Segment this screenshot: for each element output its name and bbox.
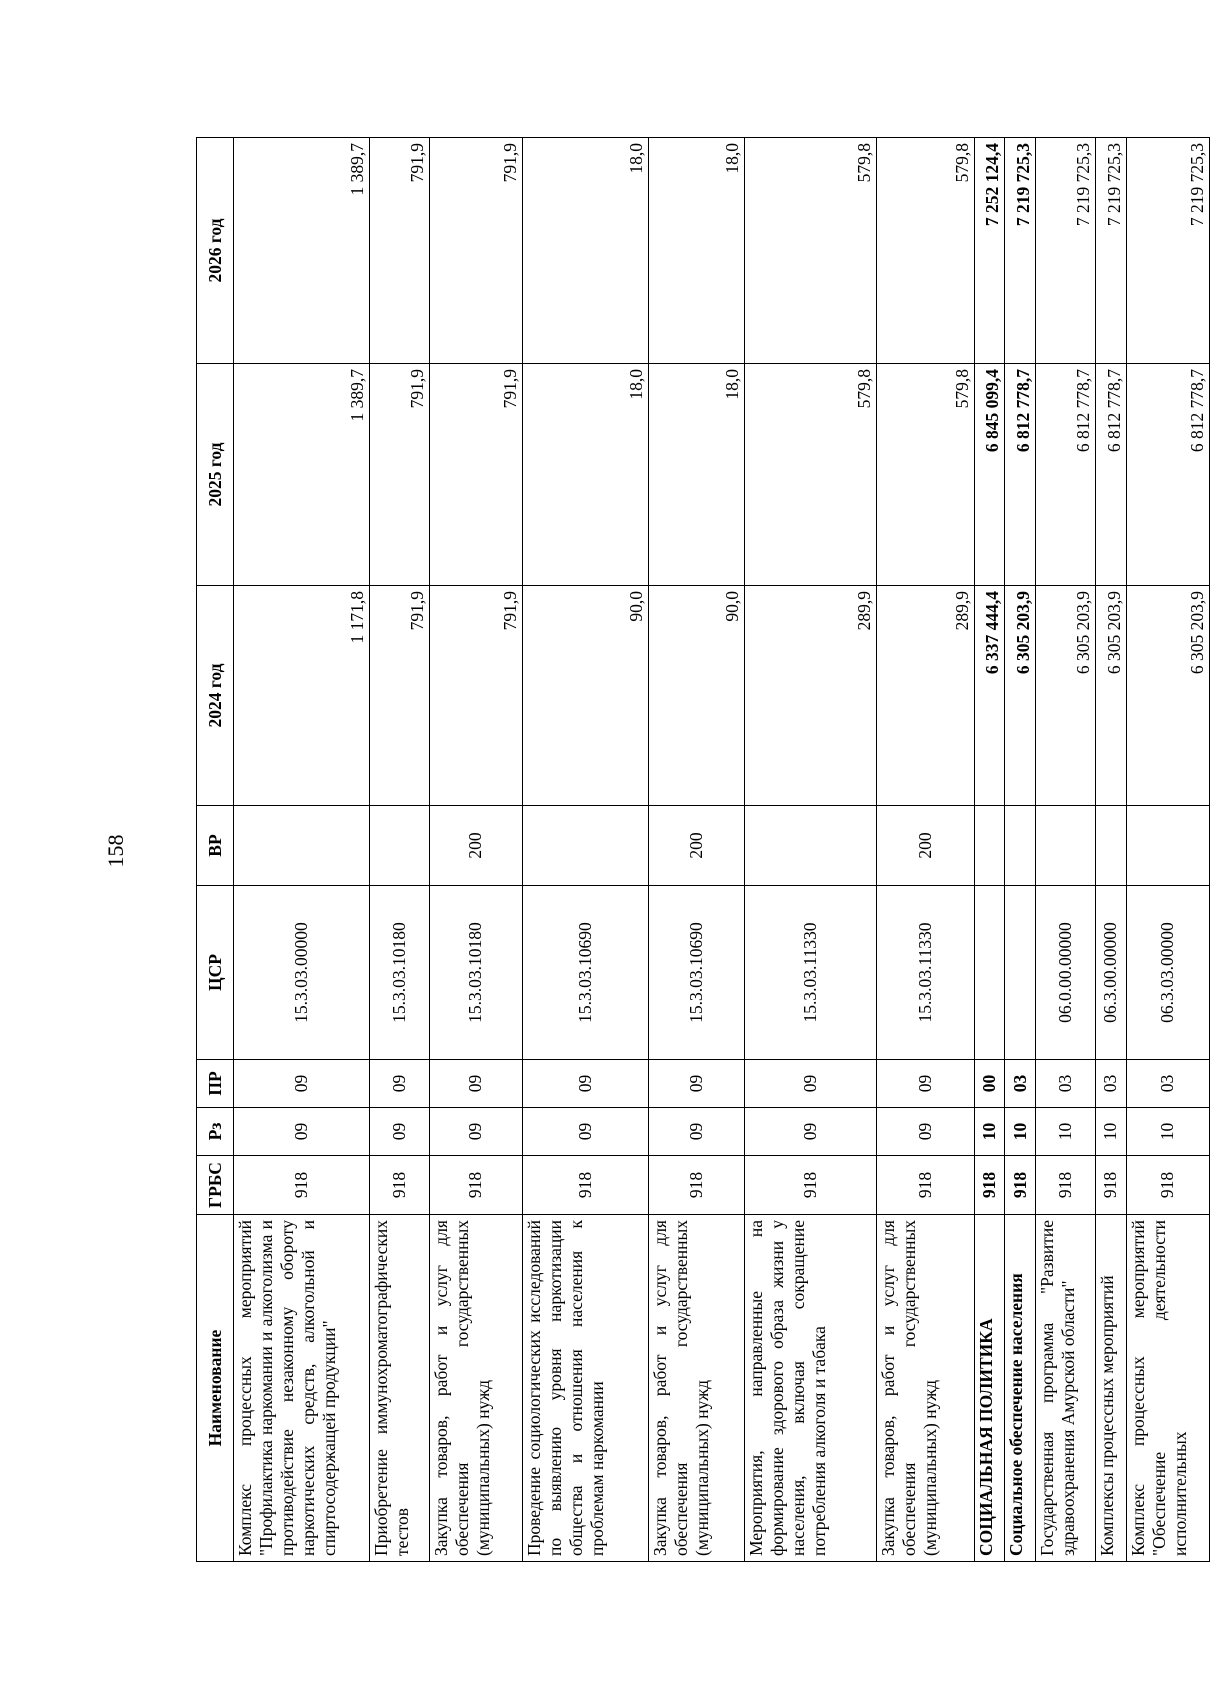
cell-grbs: 918	[975, 1156, 1005, 1215]
header-csr: ЦСР	[197, 886, 234, 1060]
cell-2026: 791,9	[429, 138, 522, 364]
cell-csr	[975, 886, 1005, 1060]
cell-name: Проведение социологических исследований по выявлению уровня наркотизации общества и отношения населения к проблемам наркомании	[523, 1215, 649, 1562]
header-name: Наименование	[197, 1215, 234, 1562]
cell-pr: 09	[649, 1060, 745, 1108]
cell-csr: 15.3.03.11330	[745, 886, 876, 1060]
table-row	[1126, 138, 1209, 1562]
cell-name: Приобретение иммунохроматографических тестов	[370, 1215, 429, 1562]
cell-2026: 1 389,7	[234, 138, 370, 364]
cell-2024: 6 337 444,4	[975, 586, 1005, 806]
cell-2026: 7 252 124,4	[975, 138, 1005, 364]
cell-vr: 200	[876, 806, 974, 886]
cell-2026: 579,8	[745, 138, 876, 364]
cell-2024: 289,9	[876, 586, 974, 806]
cell-2024: 6 305 203,9	[1035, 586, 1096, 806]
cell-vr	[523, 806, 649, 886]
cell-vr	[1005, 806, 1035, 886]
cell-rz: 10	[1096, 1108, 1126, 1156]
header-2026: 2026 год	[197, 138, 234, 364]
cell-rz: 10	[1005, 1108, 1035, 1156]
cell-grbs: 918	[429, 1156, 522, 1215]
cell-name: Социальное обеспечение населения	[1005, 1215, 1035, 1562]
cell-pr: 09	[234, 1060, 370, 1108]
cell-csr: 15.3.03.10690	[523, 886, 649, 1060]
cell-name: СОЦИАЛЬНАЯ ПОЛИТИКА	[975, 1215, 1005, 1562]
cell-2025: 579,8	[876, 364, 974, 586]
cell-vr	[745, 806, 876, 886]
cell-vr	[370, 806, 429, 886]
cell-csr: 15.3.03.00000	[234, 886, 370, 1060]
header-row	[197, 138, 234, 1562]
cell-rz: 09	[234, 1108, 370, 1156]
cell-2026: 7 219 725,3	[1126, 138, 1209, 364]
cell-2025: 6 845 099,4	[975, 364, 1005, 586]
cell-vr	[1035, 806, 1096, 886]
cell-vr	[975, 806, 1005, 886]
cell-name: Государственная программа "Развитие здравоохранения Амурской области"	[1035, 1215, 1096, 1562]
cell-pr: 03	[1126, 1060, 1209, 1108]
cell-pr: 09	[523, 1060, 649, 1108]
cell-rz: 09	[370, 1108, 429, 1156]
cell-2024: 6 305 203,9	[1005, 586, 1035, 806]
cell-csr: 15.3.03.10180	[370, 886, 429, 1060]
cell-2025: 791,9	[370, 364, 429, 586]
cell-2025: 579,8	[745, 364, 876, 586]
table-row	[745, 138, 876, 1562]
cell-grbs: 918	[1005, 1156, 1035, 1215]
cell-pr: 09	[429, 1060, 522, 1108]
table-row	[649, 138, 745, 1562]
cell-rz: 10	[1035, 1108, 1096, 1156]
cell-2024: 6 305 203,9	[1126, 586, 1209, 806]
cell-rz: 09	[745, 1108, 876, 1156]
cell-2025: 6 812 778,7	[1035, 364, 1096, 586]
cell-2026: 18,0	[523, 138, 649, 364]
cell-grbs: 918	[745, 1156, 876, 1215]
cell-2025: 6 812 778,7	[1096, 364, 1126, 586]
cell-2026: 579,8	[876, 138, 974, 364]
header-grbs: ГРБС	[197, 1156, 234, 1215]
cell-2025: 18,0	[523, 364, 649, 586]
budget-table	[196, 137, 1210, 1562]
cell-grbs: 918	[370, 1156, 429, 1215]
cell-pr: 03	[1035, 1060, 1096, 1108]
cell-csr: 15.3.03.10690	[649, 886, 745, 1060]
cell-grbs: 918	[1126, 1156, 1209, 1215]
cell-2024: 1 171,8	[234, 586, 370, 806]
cell-vr	[1096, 806, 1126, 886]
cell-rz: 10	[1126, 1108, 1209, 1156]
table-row	[1035, 138, 1096, 1562]
cell-csr: 15.3.03.11330	[876, 886, 974, 1060]
cell-csr: 06.3.00.00000	[1096, 886, 1126, 1060]
cell-name: Комплексы процессных мероприятий	[1096, 1215, 1126, 1562]
cell-name: Закупка товаров, работ и услуг для обеспечения государственных (муниципальных) нужд	[649, 1215, 745, 1562]
cell-2026: 18,0	[649, 138, 745, 364]
table-row	[234, 138, 370, 1562]
cell-name: Мероприятия, направленные на формирование здорового образа жизни у населения, включая сокращение потребления алкоголя и табака	[745, 1215, 876, 1562]
cell-vr: 200	[649, 806, 745, 886]
header-pr: ПР	[197, 1060, 234, 1108]
cell-name: Закупка товаров, работ и услуг для обеспечения государственных (муниципальных) нужд	[876, 1215, 974, 1562]
cell-rz: 09	[649, 1108, 745, 1156]
cell-rz: 10	[975, 1108, 1005, 1156]
cell-grbs: 918	[649, 1156, 745, 1215]
cell-2024: 6 305 203,9	[1096, 586, 1126, 806]
cell-2024: 791,9	[370, 586, 429, 806]
cell-2024: 791,9	[429, 586, 522, 806]
header-rz: Рз	[197, 1108, 234, 1156]
cell-2026: 7 219 725,3	[1005, 138, 1035, 364]
cell-pr: 00	[975, 1060, 1005, 1108]
cell-pr: 09	[876, 1060, 974, 1108]
cell-2024: 90,0	[649, 586, 745, 806]
cell-rz: 09	[876, 1108, 974, 1156]
cell-vr	[1126, 806, 1209, 886]
cell-2026: 7 219 725,3	[1096, 138, 1126, 364]
header-2024: 2024 год	[197, 586, 234, 806]
cell-2024: 289,9	[745, 586, 876, 806]
cell-grbs: 918	[876, 1156, 974, 1215]
table-row	[1005, 138, 1035, 1562]
cell-rz: 09	[523, 1108, 649, 1156]
cell-2026: 791,9	[370, 138, 429, 364]
cell-rz: 09	[429, 1108, 522, 1156]
cell-vr	[234, 806, 370, 886]
table-row	[975, 138, 1005, 1562]
table-row	[876, 138, 974, 1562]
cell-grbs: 918	[1096, 1156, 1126, 1215]
cell-pr: 03	[1005, 1060, 1035, 1108]
cell-pr: 03	[1096, 1060, 1126, 1108]
cell-pr: 09	[370, 1060, 429, 1108]
cell-grbs: 918	[523, 1156, 649, 1215]
cell-vr: 200	[429, 806, 522, 886]
page-number: 158	[103, 834, 128, 868]
cell-2025: 18,0	[649, 364, 745, 586]
table-row	[1096, 138, 1126, 1562]
cell-2025: 6 812 778,7	[1005, 364, 1035, 586]
table-row	[429, 138, 522, 1562]
table-row	[370, 138, 429, 1562]
table-row	[523, 138, 649, 1562]
header-vr: ВР	[197, 806, 234, 886]
cell-2025: 1 389,7	[234, 364, 370, 586]
cell-2025: 6 812 778,7	[1126, 364, 1209, 586]
cell-pr: 09	[745, 1060, 876, 1108]
rotated-table-container	[196, 138, 1210, 1562]
cell-csr	[1005, 886, 1035, 1060]
cell-csr: 06.3.03.00000	[1126, 886, 1209, 1060]
cell-2026: 7 219 725,3	[1035, 138, 1096, 364]
header-2025: 2025 год	[197, 364, 234, 586]
cell-csr: 15.3.03.10180	[429, 886, 522, 1060]
cell-grbs: 918	[234, 1156, 370, 1215]
cell-csr: 06.0.00.00000	[1035, 886, 1096, 1060]
cell-name: Комплекс процессных мероприятий "Профилактика наркомании и алкоголизма и противодействие незаконному обороту наркотических средств, алкогольной и спиртосодержащей продукции"	[234, 1215, 370, 1562]
cell-name: Закупка товаров, работ и услуг для обеспечения государственных (муниципальных) нужд	[429, 1215, 522, 1562]
cell-grbs: 918	[1035, 1156, 1096, 1215]
cell-2024: 90,0	[523, 586, 649, 806]
cell-name: Комплекс процессных мероприятий "Обеспечение деятельности исполнительных	[1126, 1215, 1209, 1562]
cell-2025: 791,9	[429, 364, 522, 586]
